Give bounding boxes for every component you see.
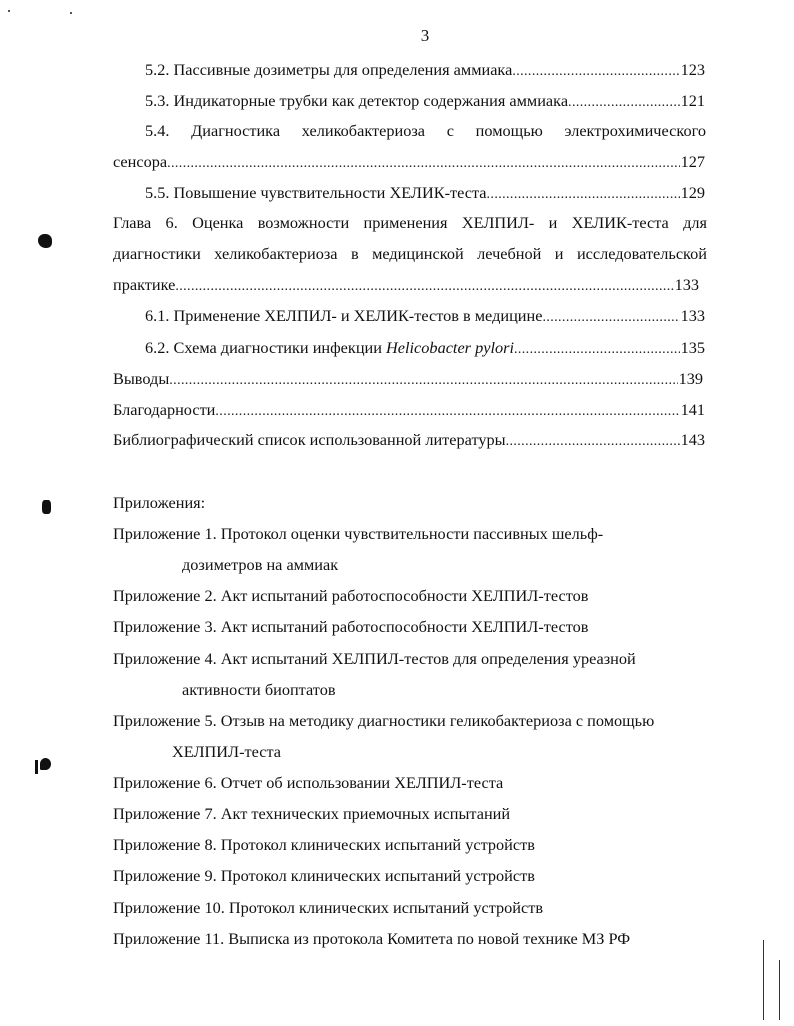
scan-speck: [70, 12, 72, 14]
toc-leader-dots: [215, 402, 679, 422]
toc-entry-title: 5.5. Повышение чувствительности ХЕЛИК-теста: [145, 183, 487, 202]
toc-entry-page: 133: [674, 275, 699, 294]
toc-entry-page: 129: [680, 183, 705, 202]
appendix-item: Приложение 4. Акт испытаний ХЕЛПИЛ-тестов для определения уреазной: [113, 649, 636, 668]
toc-entry-line: Глава 6. Оценка возможности применения ХЕЛПИЛ- и ХЕЛИК-теста для: [113, 213, 707, 232]
scan-edge-line: [763, 940, 764, 1020]
scan-edge-line: [779, 960, 780, 1020]
page-number: 3: [420, 26, 430, 45]
scan-blot-mark: [40, 758, 51, 770]
appendix-item: Приложение 10. Протокол клинических испытаний устройств: [113, 898, 544, 917]
toc-entry: [145, 183, 705, 205]
appendix-item-continuation: ХЕЛПИЛ-теста: [172, 742, 282, 761]
toc-leader-dots: [169, 371, 677, 391]
toc-leader-dots: [514, 340, 680, 360]
toc-entry-title-prefix: 6.2. Схема диагностики инфекции: [145, 338, 387, 357]
appendix-heading: Приложения:: [113, 493, 206, 512]
toc-leader-dots: [542, 308, 679, 328]
appendix-item: Приложение 2. Акт испытаний работоспособности ХЕЛПИЛ-тестов: [113, 586, 589, 605]
toc-entry-page: 141: [680, 400, 705, 419]
toc-entry-title: практике: [113, 275, 176, 294]
appendix-item: Приложение 8. Протокол клинических испытаний устройств: [113, 835, 535, 854]
toc-entry: [113, 152, 705, 174]
toc-entry-title: Благодарности: [113, 400, 216, 419]
appendix-item: Приложение 9. Протокол клинических испытаний устройств: [113, 866, 535, 885]
toc-entry-title: 5.3. Индикаторные трубки как детектор содержания аммиака: [145, 91, 569, 110]
toc-entry-page: 133: [680, 306, 705, 325]
toc-leader-dots: [167, 154, 679, 174]
toc-leader-dots: [568, 93, 680, 113]
appendix-item: Приложение 5. Отзыв на методику диагностики геликобактериоза с помощью: [113, 711, 655, 730]
toc-entry: [113, 430, 705, 452]
toc-leader-dots: [506, 432, 680, 452]
scan-blot-mark: [35, 760, 38, 774]
toc-entry-page: 127: [680, 152, 705, 171]
appendix-item: Приложение 1. Протокол оценки чувствительности пассивных шельф-: [113, 524, 604, 543]
toc-entry: [113, 369, 703, 391]
toc-entry: [145, 60, 705, 82]
toc-entry-line: 5.4. Диагностика хеликобактериоза с помощью электрохимического: [145, 121, 706, 140]
toc-entry: [113, 400, 705, 422]
toc-entry-title-italic: Helicobacter pylori: [386, 338, 514, 357]
toc-entry-page: 143: [680, 430, 705, 449]
toc-entry-title: [145, 338, 514, 358]
appendix-item: Приложение 7. Акт технических приемочных испытаний: [113, 804, 511, 823]
toc-entry-title: Библиографический список использованной литературы: [113, 430, 506, 449]
appendix-item: Приложение 3. Акт испытаний работоспособности ХЕЛПИЛ-тестов: [113, 617, 589, 636]
toc-leader-dots: [512, 62, 679, 82]
scan-blot-mark: [42, 500, 51, 514]
toc-entry: [145, 338, 705, 360]
toc-entry-title: 5.2. Пассивные дозиметры для определения аммиака: [145, 60, 513, 79]
toc-entry-page: 121: [680, 91, 705, 110]
toc-entry-line: диагностики хеликобактериоза в медицинской лечебной и исследовательской: [113, 244, 707, 263]
toc-entry-page: 139: [678, 369, 703, 388]
scan-speck: [8, 10, 10, 12]
toc-entry-page: 135: [680, 338, 705, 357]
appendix-item: Приложение 6. Отчет об использовании ХЕЛПИЛ-теста: [113, 773, 504, 792]
toc-entry-title: сенсора: [113, 152, 168, 171]
appendix-item: Приложение 11. Выписка из протокола Комитета по новой технике МЗ РФ: [113, 929, 631, 948]
toc-leader-dots: [175, 277, 673, 297]
appendix-item-continuation: дозиметров на аммиак: [182, 555, 339, 574]
toc-entry-title: Выводы: [113, 369, 170, 388]
toc-entry: [145, 306, 705, 328]
toc-entry: [113, 275, 699, 297]
toc-leader-dots: [487, 185, 680, 205]
appendix-item-continuation: активности биоптатов: [182, 680, 336, 699]
toc-entry: [145, 91, 705, 113]
toc-entry-title: 6.1. Применение ХЕЛПИЛ- и ХЕЛИК-тестов в медицине: [145, 306, 543, 325]
toc-entry-page: 123: [680, 60, 705, 79]
scan-blot-mark: [38, 234, 52, 248]
